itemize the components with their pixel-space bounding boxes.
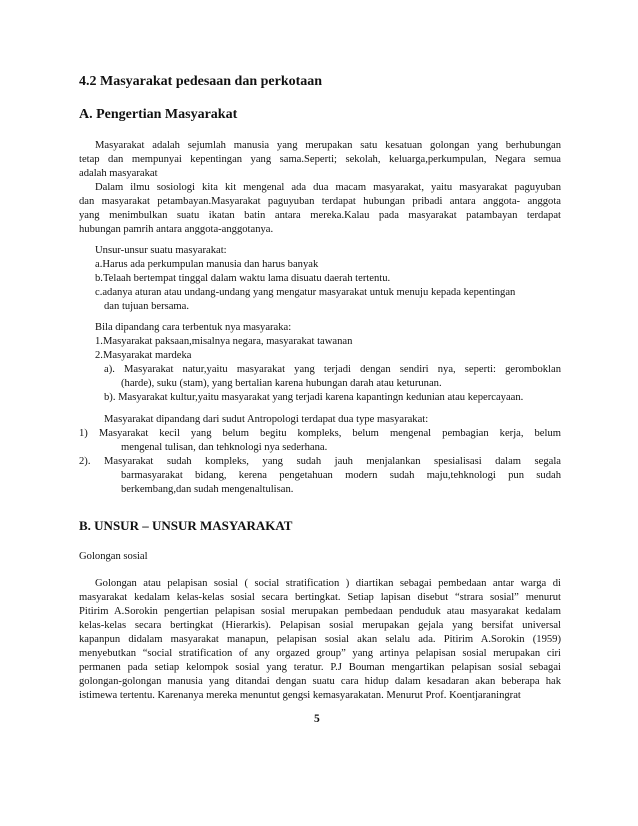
heading-pengertian-masyarakat: A. Pengertian Masyarakat [79, 107, 238, 122]
antropologi-intro: Masyarakat dipandang dari sudut Antropologi terdapat dua type masyarakat: [104, 414, 429, 425]
unsur-item-c: c.adanya aturan atau undang-undang yang mengatur masyarakat untuk menuju kepada kepentingan [95, 287, 516, 298]
dipandang-intro: Bila dipandang cara terbentuk nya masyaraka: [95, 322, 292, 333]
antropologi-item-2-cont2: berkembang,dan sudah mengenaltulisan. [121, 484, 294, 495]
page-number: 5 [314, 713, 320, 725]
para1-line2: tetap dan mempunyai kepentingan yang sama.Seperti; sekolah, keluarga,perkumpulan, Negara semua [79, 154, 561, 165]
golongan-line4: kelas-kelas secara bertingkat (Hierarkis). Pelapisan sosial merupakan gejala yang bersifat universal [79, 620, 561, 631]
golongan-line6: menyebutkan “social stratification of any orgazed group” yang artinya pelapisan sosial merupakan ciri [79, 648, 561, 659]
para1-line3: adalah masyarakat [79, 168, 158, 179]
antropologi-item-1-cont: mengenal tulisan, dan tehknologi nya sederhana. [121, 442, 328, 453]
golongan-line5: kapanpun didalam masyarakat manapun, pelapisan sosial akan selalu ada. Pitirim A.Sorokin (1959) [79, 634, 561, 645]
golongan-sosial-label: Golongan sosial [79, 551, 148, 562]
heading-unsur-masyarakat: B. UNSUR – UNSUR MASYARAKAT [79, 518, 293, 533]
dipandang-item-2b: b). Masyarakat kultur,yaitu masyarakat yang terjadi karena kapantingn kedunian atau kepercayaan. [104, 392, 524, 403]
dipandang-item-2: 2.Masyarakat mardeka [95, 350, 192, 361]
unsur-item-b: b.Telaah bertempat tinggal dalam waktu lama disuatu daerah tertentu. [95, 273, 391, 284]
para2-line4: hubungan pamrih antara anggota-anggotanya. [79, 224, 274, 235]
section-title: 4.2 Masyarakat pedesaan dan perkotaan [79, 74, 323, 89]
para2-line2: dan masyarakat petambayan.Masyarakat paguyuban terdapat hubungan pribadi antara anggota- anggota [79, 196, 561, 207]
unsur-item-c-cont: dan tujuan bersama. [104, 301, 190, 312]
golongan-line9: istimewa tertentu. Karenanya mereka menuntut gengsi kemasyarakatan. Menurut Prof. Koentjaraningrat [79, 690, 521, 701]
antropologi-item-1: 1) Masyarakat kecil yang belum begitu kompleks, belum mengenal pembagian kerja, belum [79, 428, 561, 439]
dipandang-item-2a: a). Masyarakat natur,yaitu masyarakat yang terjadi dengan sendiri nya, seperti: geromboklan [104, 364, 561, 375]
golongan-line1: Golongan atau pelapisan sosial ( social stratification ) diartikan sebagai pembedaan antar warga di [95, 578, 561, 589]
para1-line1: Masyarakat adalah sejumlah manusia yang merupakan satu kesatuan golongan yang berhubungan [95, 140, 561, 151]
para2-line1: Dalam ilmu sosiologi kita kit mengenal ada dua macam masyarakat, yaitu masyarakat paguyuban [95, 182, 561, 193]
golongan-line8: golongan-golongan manusia yang ditandai dengan suatu cara hidup dalam kesadaran akan beberapa hak [79, 676, 561, 687]
unsur-item-a: a.Harus ada perkumpulan manusia dan harus banyak [95, 259, 319, 270]
dipandang-item-1: 1.Masyarakat paksaan,misalnya negara, masyarakat tawanan [95, 336, 353, 347]
unsur-intro: Unsur-unsur suatu masyarakat: [95, 245, 227, 256]
golongan-line7: permanen pada setiap kelompok sosial yang teratur. P.J Bouman mengartikan pelapisan sosial sebagai [79, 662, 561, 673]
antropologi-item-2-cont1: barmasyarakat bidang, kerena pengetahuan modern sudah maju,tehknologi pun sudah [121, 470, 561, 481]
dipandang-item-2a-cont: (harde), suku (stam), yang bertalian karena hubungan darah atau keturunan. [121, 378, 442, 389]
antropologi-item-2: 2). Masyarakat sudah kompleks, yang sudah jauh menjalankan spesialisasi dalam segala [79, 456, 561, 467]
para2-line3: yang menimbulkan suatu ikatan batin antara mereka.Kalau pada masyarakat patambayan terdapat [79, 210, 561, 221]
golongan-line2: masyarakat kedalam kelas-kelas sosial secara bertingkat. Setiap lapisan disebut “strara sosial” menurut [79, 592, 561, 603]
golongan-line3: Pitirim A.Sorokin pengertian pelapisan sosial merupakan pembedaan penduduk atau masyarakat kedalam [79, 606, 561, 617]
